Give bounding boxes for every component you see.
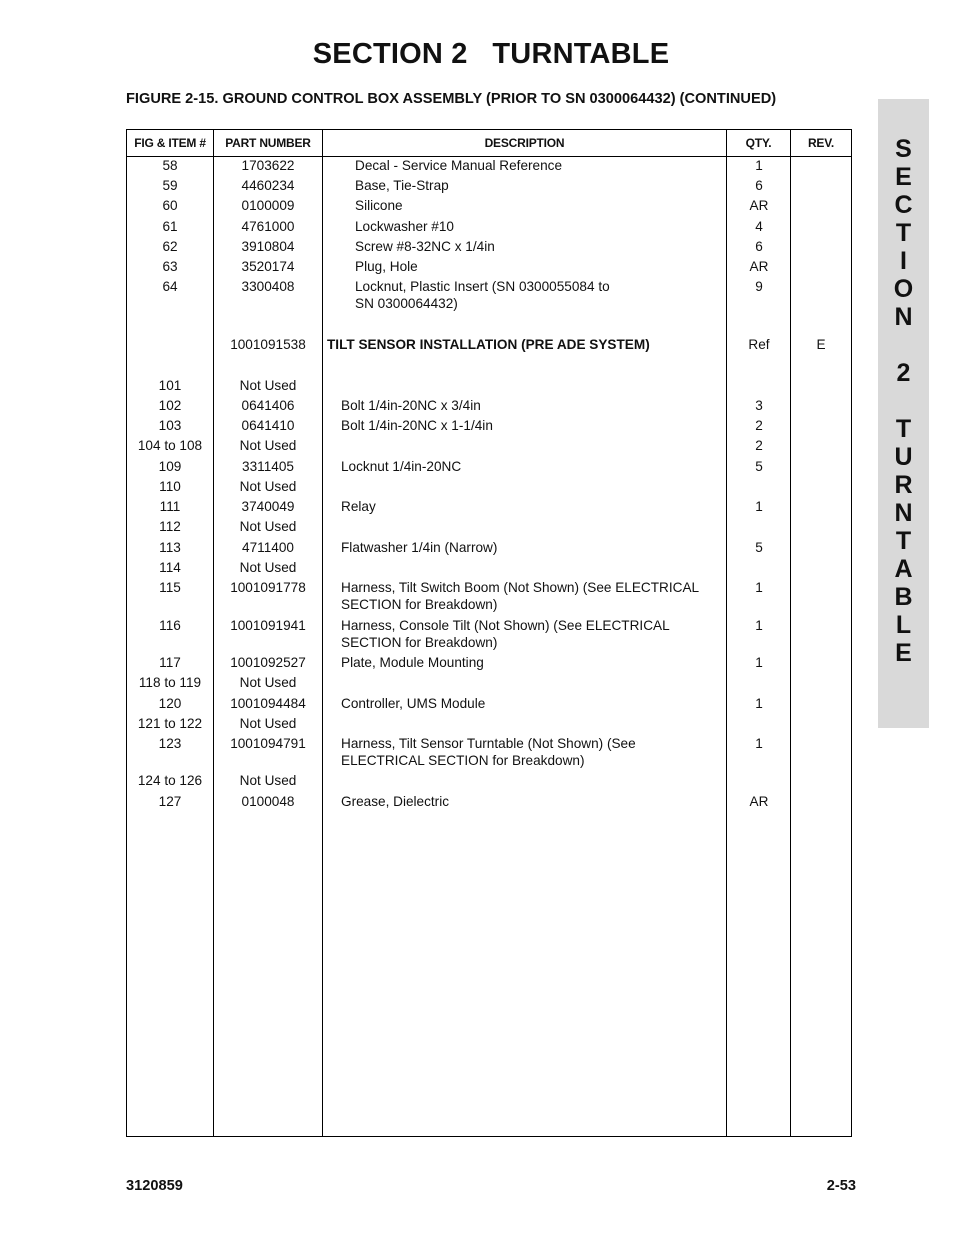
side-tab-letter: A [894, 555, 913, 583]
side-tab-letter: E [895, 163, 912, 191]
fig-item-cell: 112 [159, 519, 181, 534]
part-number-cell: 3300408 [241, 279, 295, 294]
qty-cell: 4 [755, 219, 763, 234]
fig-item-cell: 123 [158, 736, 182, 751]
fig-item-cell: 113 [159, 540, 181, 555]
column-divider [322, 130, 323, 1136]
fig-item-cell: 115 [159, 580, 181, 595]
description-line: Base, Tie-Strap [355, 178, 449, 193]
part-number-cell: 3520174 [241, 259, 295, 274]
qty-cell: 6 [755, 239, 763, 254]
fig-item-cell: 109 [158, 459, 182, 474]
description-cell [341, 654, 736, 671]
description-line: Bolt 1/4in-20NC x 3/4in [341, 398, 481, 413]
qty-cell: 5 [755, 459, 763, 474]
description-line: Plug, Hole [355, 259, 418, 274]
column-header-fig-item: FIG & ITEM # [134, 136, 206, 150]
description-line: Decal - Service Manual Reference [355, 158, 563, 173]
qty-cell: AR [749, 259, 769, 274]
qty-cell: 5 [755, 540, 763, 555]
side-tab-letter: O [893, 275, 914, 303]
description-line: Relay [341, 499, 376, 514]
part-number-cell: 1703622 [241, 158, 295, 173]
description-cell [341, 579, 736, 613]
qty-cell: 1 [755, 618, 763, 633]
description-line: Lockwasher #10 [355, 219, 454, 234]
side-tab-letter: N [894, 303, 913, 331]
description-cell [355, 218, 725, 235]
fig-item-cell: 117 [159, 655, 181, 670]
description-cell [341, 735, 736, 769]
description-line: SECTION for Breakdown) [341, 597, 498, 612]
side-tab-letter: T [895, 415, 912, 443]
side-tab-letter: N [894, 499, 913, 527]
part-number-cell: 0100048 [241, 794, 295, 809]
part-number-cell: Not Used [239, 438, 297, 453]
description-line: Locknut 1/4in-20NC [341, 459, 462, 474]
fig-item-cell: 116 [159, 618, 181, 633]
side-tab-letter: I [900, 247, 907, 275]
qty-cell: 1 [755, 736, 763, 751]
part-number-cell: 3740049 [241, 499, 295, 514]
qty-cell: 1 [755, 696, 763, 711]
description-line: Flatwasher 1/4in (Narrow) [341, 540, 498, 555]
description-line: TILT SENSOR INSTALLATION (PRE ADE SYSTEM) [327, 337, 650, 352]
column-header-rev: REV. [807, 136, 835, 150]
fig-item-cell: 118 to 119 [138, 675, 202, 690]
description-line: Plate, Module Mounting [341, 655, 484, 670]
fig-item-cell: 62 [162, 239, 178, 254]
parts-list-table [126, 129, 852, 1137]
figure-title: FIGURE 2-15. GROUND CONTROL BOX ASSEMBLY (PRIOR TO SN 0300064432) (CONTINUED) [126, 91, 777, 107]
description-line: Controller, UMS Module [341, 696, 486, 711]
side-tab-letter: T [895, 219, 912, 247]
side-tab-letter: E [895, 639, 912, 667]
page-number: 2-53 [826, 1178, 856, 1194]
description-cell [341, 458, 736, 475]
description-cell [341, 617, 736, 651]
description-line: ELECTRICAL SECTION for Breakdown) [341, 753, 585, 768]
description-cell [341, 695, 736, 712]
fig-item-cell: 58 [162, 158, 178, 173]
part-number-cell: 1001092527 [230, 655, 306, 670]
part-number-cell: 1001094484 [230, 696, 306, 711]
column-header-part-number: PART NUMBER [225, 136, 311, 150]
description-line: Locknut, Plastic Insert (SN 0300055084 to [355, 279, 610, 294]
column-header-qty: QTY. [745, 136, 772, 150]
fig-item-cell: 111 [159, 499, 181, 514]
fig-item-cell: 120 [158, 696, 182, 711]
description-line: Bolt 1/4in-20NC x 1-1/4in [341, 418, 493, 433]
description-line: Harness, Tilt Sensor Turntable (Not Shown) (See [341, 736, 636, 751]
part-number-cell: 3910804 [241, 239, 295, 254]
part-number-cell: 1001091538 [230, 337, 306, 352]
side-tab-letter: T [895, 527, 912, 555]
part-number-cell: 4460234 [241, 178, 295, 193]
fig-item-cell: 64 [162, 279, 178, 294]
description-cell [327, 336, 722, 353]
part-number-cell: Not Used [239, 560, 297, 575]
side-tab-letter: 2 [896, 359, 911, 387]
side-tab-letter: L [895, 611, 912, 639]
description-line: SECTION for Breakdown) [341, 635, 498, 650]
part-number-cell: Not Used [239, 479, 297, 494]
section-side-tab [878, 99, 929, 728]
description-cell [355, 197, 725, 214]
side-tab-letter: U [894, 443, 913, 471]
fig-item-cell: 59 [162, 178, 178, 193]
qty-cell: AR [749, 198, 769, 213]
description-line: Grease, Dielectric [341, 794, 450, 809]
description-cell [341, 397, 736, 414]
description-line: Screw #8-32NC x 1/4in [355, 239, 495, 254]
fig-item-cell: 102 [158, 398, 182, 413]
part-number-cell: Not Used [239, 519, 297, 534]
document-number: 3120859 [126, 1178, 183, 1194]
section-title: SECTION 2 TURNTABLE [312, 38, 670, 70]
part-number-cell: 4711400 [242, 540, 294, 555]
fig-item-cell: 61 [162, 219, 178, 234]
description-line: Silicone [355, 198, 403, 213]
part-number-cell: Not Used [239, 378, 297, 393]
rev-cell: E [816, 337, 826, 352]
qty-cell: 1 [755, 499, 763, 514]
side-tab-letter: C [894, 191, 913, 219]
description-cell [355, 278, 725, 312]
qty-cell: 3 [755, 398, 763, 413]
qty-cell: 2 [755, 438, 763, 453]
description-line: SN 0300064432) [355, 296, 458, 311]
part-number-cell: 1001094791 [230, 736, 306, 751]
description-cell [341, 498, 736, 515]
part-number-cell: 0641410 [241, 418, 295, 433]
qty-cell: 2 [755, 418, 763, 433]
description-cell [355, 177, 725, 194]
fig-item-cell: 63 [162, 259, 178, 274]
part-number-cell: Not Used [239, 716, 297, 731]
part-number-cell: Not Used [239, 773, 297, 788]
column-header-description: DESCRIPTION [484, 136, 565, 150]
fig-item-cell: 124 to 126 [137, 773, 203, 788]
fig-item-cell: 60 [162, 198, 178, 213]
fig-item-cell: 103 [158, 418, 182, 433]
fig-item-cell: 110 [159, 479, 181, 494]
side-tab-letters [878, 135, 929, 667]
part-number-cell: Not Used [239, 675, 297, 690]
part-number-cell: 0641406 [241, 398, 295, 413]
side-tab-letter: S [895, 135, 912, 163]
part-number-cell: 0100009 [241, 198, 295, 213]
part-number-cell: 1001091778 [230, 580, 306, 595]
description-line: Harness, Tilt Switch Boom (Not Shown) (See ELECTRICAL [341, 580, 700, 595]
qty-cell: Ref [748, 337, 770, 352]
part-number-cell: 4761000 [241, 219, 295, 234]
qty-cell: 1 [755, 655, 763, 670]
description-cell [341, 793, 736, 810]
fig-item-cell: 121 to 122 [137, 716, 203, 731]
fig-item-cell: 101 [158, 378, 182, 393]
fig-item-cell: 104 to 108 [137, 438, 203, 453]
side-tab-letter: B [894, 583, 913, 611]
description-cell [355, 238, 725, 255]
qty-cell: 9 [755, 279, 763, 294]
qty-cell: 1 [755, 158, 763, 173]
part-number-cell: 1001091941 [230, 618, 306, 633]
part-number-cell: 3311405 [242, 459, 294, 474]
qty-cell: 6 [755, 178, 763, 193]
description-cell [341, 417, 736, 434]
fig-item-cell: 127 [158, 794, 182, 809]
description-line: Harness, Console Tilt (Not Shown) (See ELECTRICAL [341, 618, 670, 633]
description-cell [355, 258, 725, 275]
fig-item-cell: 114 [159, 560, 181, 575]
qty-cell: AR [749, 794, 769, 809]
description-cell [355, 157, 725, 174]
qty-cell: 1 [755, 580, 763, 595]
side-tab-letter: R [894, 471, 913, 499]
description-cell [341, 539, 736, 556]
